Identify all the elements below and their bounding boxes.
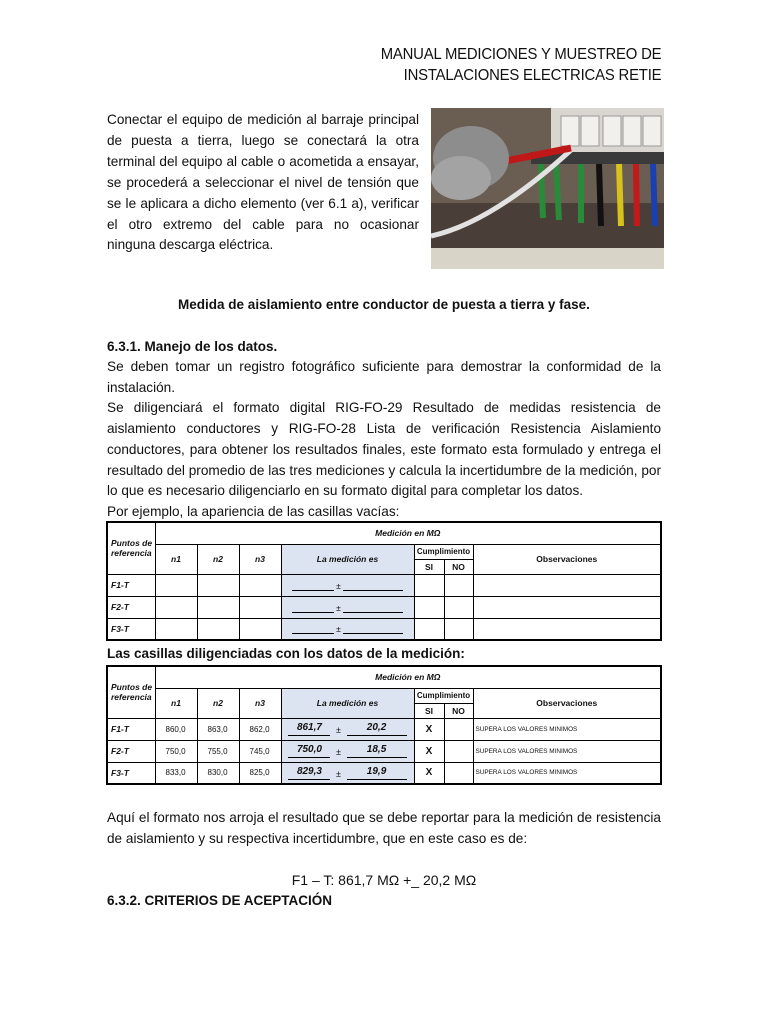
observations-header: Observaciones	[473, 688, 661, 718]
uncertainty-value: 19,9	[347, 766, 407, 780]
result-header: La medición es	[281, 688, 414, 718]
paragraph-digital-format: Se diligenciará el formato digital RIG-FO-29 Resultado de medidas resistencia de aislamiento conductores y RIG-FO-28 Lista de verificación Resistencia Aislamiento conductores, para obtener los resultados finales, este formato esta formulado y entrega el resultado del promedio de las tres mediciones y calcula la incertidumbre de la medición, por lo que es necesario diligenciarlo en su formato digital para completar los datos.	[107, 400, 661, 499]
result-header: La medición es	[281, 544, 414, 574]
row-reference: F1-T	[107, 574, 155, 596]
n3-header: n3	[239, 688, 281, 718]
average-value: 829,3	[288, 766, 330, 780]
row-reference: F3-T	[107, 762, 155, 784]
result-cell: ±	[281, 596, 414, 618]
uncertainty-value: 18,5	[347, 744, 407, 758]
filled-table-caption: Las casillas diligenciadas con los datos de la medición:	[107, 646, 465, 661]
n1-header: n1	[155, 688, 197, 718]
average-value: 861,7	[288, 722, 330, 736]
section-subtitle: Medida de aislamiento entre conductor de puesta a tierra y fase.	[178, 297, 590, 312]
table-row	[107, 718, 661, 740]
reference-points-header: Puntos de referencia	[107, 666, 155, 718]
empty-measurement-table	[106, 521, 662, 641]
paragraph-example: Por ejemplo, la apariencia de las casillas vacías:	[107, 503, 400, 519]
row-reference: F2-T	[107, 740, 155, 762]
n2-header: n2	[197, 688, 239, 718]
uncertainty-value: 20,2	[347, 722, 407, 736]
n3-value: 825,0	[239, 762, 281, 784]
paragraph-photo-record: Se deben tomar un registro fotográfico suficiente para demostrar la conformidad de la instalación.	[107, 359, 661, 395]
row-reference: F3-T	[107, 618, 155, 640]
measurement-photo-icon	[431, 108, 664, 269]
si-header: SI	[414, 559, 444, 574]
n1-value: 750,0	[155, 740, 197, 762]
row-reference: F1-T	[107, 718, 155, 740]
result-cell: 829,3 ± 19,9	[281, 762, 414, 784]
si-mark: X	[414, 718, 444, 740]
no-header: NO	[444, 559, 473, 574]
n3-value: 862,0	[239, 718, 281, 740]
no-header: NO	[444, 703, 473, 718]
measurement-group-header: Medición en MΩ	[155, 666, 661, 688]
result-cell: ±	[281, 618, 414, 640]
table-row	[107, 596, 661, 618]
n2-value: 863,0	[197, 718, 239, 740]
observations-header: Observaciones	[473, 544, 661, 574]
n1-header: n1	[155, 544, 197, 574]
observation-text: SUPERA LOS VALORES MINIMOS	[473, 718, 661, 740]
result-formula: F1 – T: 861,7 MΩ +_ 20,2 MΩ	[291, 872, 477, 888]
observation-text: SUPERA LOS VALORES MINIMOS	[473, 762, 661, 784]
observation-text: SUPERA LOS VALORES MINIMOS	[473, 740, 661, 762]
filled-measurement-table	[106, 665, 662, 785]
compliance-header: Cumplimiento	[414, 544, 473, 559]
table-row	[107, 574, 661, 596]
result-explanation: Aquí el formato nos arroja el resultado que se debe reportar para la medición de resistencia de aislamiento y su respectiva incertidumbre, que en este caso es de:	[107, 810, 661, 846]
section-631-body	[107, 357, 661, 523]
n3-header: n3	[239, 544, 281, 574]
table-row	[107, 618, 661, 640]
si-mark: X	[414, 762, 444, 784]
section-heading-632: 6.3.2. CRITERIOS DE ACEPTACIÓN	[107, 893, 333, 908]
n2-value: 755,0	[197, 740, 239, 762]
n2-value: 830,0	[197, 762, 239, 784]
header-line-2: INSTALACIONES ELECTRICAS RETIE	[403, 67, 661, 84]
n3-value: 745,0	[239, 740, 281, 762]
table-row	[107, 762, 661, 784]
row-reference: F2-T	[107, 596, 155, 618]
section-heading-631: 6.3.1. Manejo de los datos.	[107, 339, 278, 354]
intro-paragraph: Conectar el equipo de medición al barraje principal de puesta a tierra, luego se conectará la otra terminal del equipo al cable o acometida a ensayar, se procederá a seleccionar el nivel de tensión que se le aplicara a dicho elemento (ver 6.1 a), verificar el otro extremo del cable para no ocasionar ninguna descarga eléctrica.	[107, 112, 419, 253]
compliance-header: Cumplimiento	[414, 688, 473, 703]
measurement-photo	[431, 108, 664, 269]
document-header	[380, 44, 661, 86]
result-cell: 750,0 ± 18,5	[281, 740, 414, 762]
si-header: SI	[414, 703, 444, 718]
n1-value: 860,0	[155, 718, 197, 740]
n2-header: n2	[197, 544, 239, 574]
header-line-1: MANUAL MEDICIONES Y MUESTREO DE	[380, 46, 661, 63]
result-cell: ±	[281, 574, 414, 596]
average-value: 750,0	[288, 744, 330, 758]
table-row	[107, 740, 661, 762]
reference-points-header: Puntos de referencia	[107, 522, 155, 574]
n1-value: 833,0	[155, 762, 197, 784]
measurement-group-header: Medición en MΩ	[155, 522, 661, 544]
result-cell: 861,7 ± 20,2	[281, 718, 414, 740]
si-mark: X	[414, 740, 444, 762]
